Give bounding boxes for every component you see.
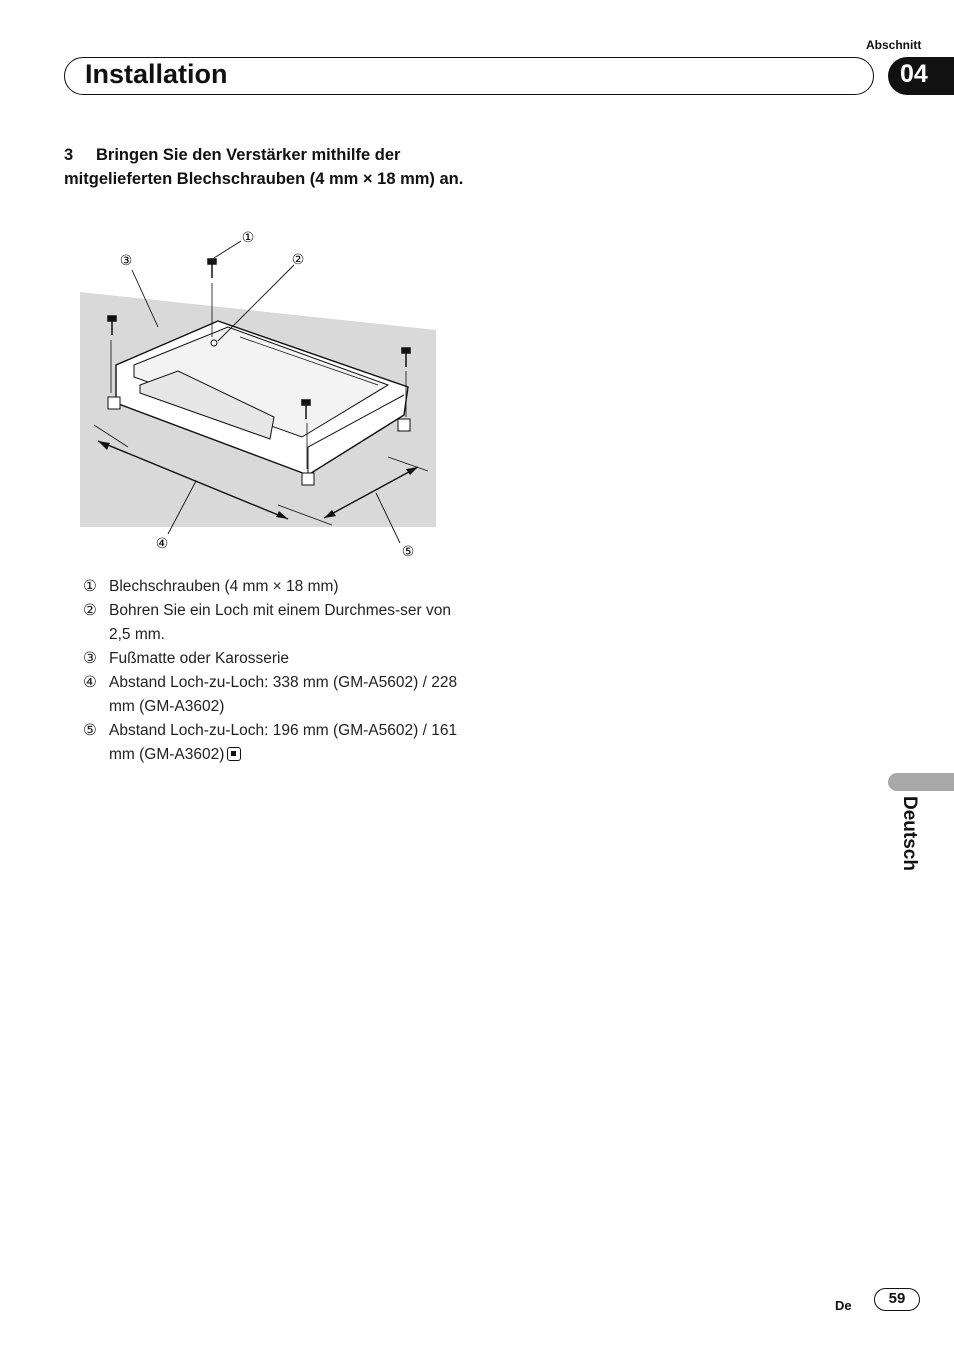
installation-diagram: [78, 225, 448, 570]
legend-item: [83, 647, 463, 671]
legend-item: [83, 575, 463, 599]
drill-hole: [211, 340, 217, 346]
step-heading: [64, 143, 464, 191]
legend-text-content: Abstand Loch-zu-Loch: 196 mm (GM-A5602) / 161 mm (GM-A3602): [109, 722, 458, 763]
section-label: Abschnitt: [866, 38, 922, 52]
mount-foot: [302, 473, 314, 485]
legend-marker: ④: [83, 674, 97, 691]
legend-item: [83, 719, 463, 767]
callout-3: ③: [119, 253, 133, 269]
section-number: 04: [900, 60, 928, 88]
page-title: Installation: [85, 59, 228, 89]
leader-line: [214, 241, 241, 258]
legend-marker: ②: [83, 602, 97, 619]
step-text: Bringen Sie den Verstärker mithilfe der mitgelieferten Blechschrauben (4 mm × 18 mm) an.: [64, 146, 464, 188]
legend-marker: ③: [83, 650, 97, 667]
legend-text: Fußmatte oder Karosserie: [109, 650, 290, 667]
title-bar: [64, 57, 874, 95]
callout-4: ④: [155, 536, 169, 552]
legend-text: Abstand Loch-zu-Loch: 338 mm (GM-A5602) / 228 mm (GM-A3602): [109, 674, 458, 715]
language-tab: [888, 773, 954, 791]
legend-item: [83, 671, 463, 719]
legend-marker: ①: [83, 578, 97, 595]
mount-foot: [398, 419, 410, 431]
legend-text: Bohren Sie ein Loch mit einem Durchmes-ser von 2,5 mm.: [109, 602, 452, 643]
step-number: 3: [64, 146, 74, 164]
footer-language-code: De: [835, 1298, 852, 1313]
section-tab: [888, 57, 954, 95]
legend-item: [83, 599, 463, 647]
language-label: Deutsch: [899, 796, 920, 871]
end-of-section-icon: [227, 747, 241, 761]
page-number: 59: [874, 1288, 920, 1311]
figure-legend: [83, 575, 463, 767]
callout-5: ⑤: [401, 544, 415, 560]
callout-2: ②: [291, 252, 305, 268]
legend-text: [109, 719, 463, 767]
callout-1: ①: [241, 230, 255, 246]
legend-text: Blechschrauben (4 mm × 18 mm): [109, 578, 339, 595]
mount-foot: [108, 397, 120, 409]
legend-marker: ⑤: [83, 722, 97, 739]
